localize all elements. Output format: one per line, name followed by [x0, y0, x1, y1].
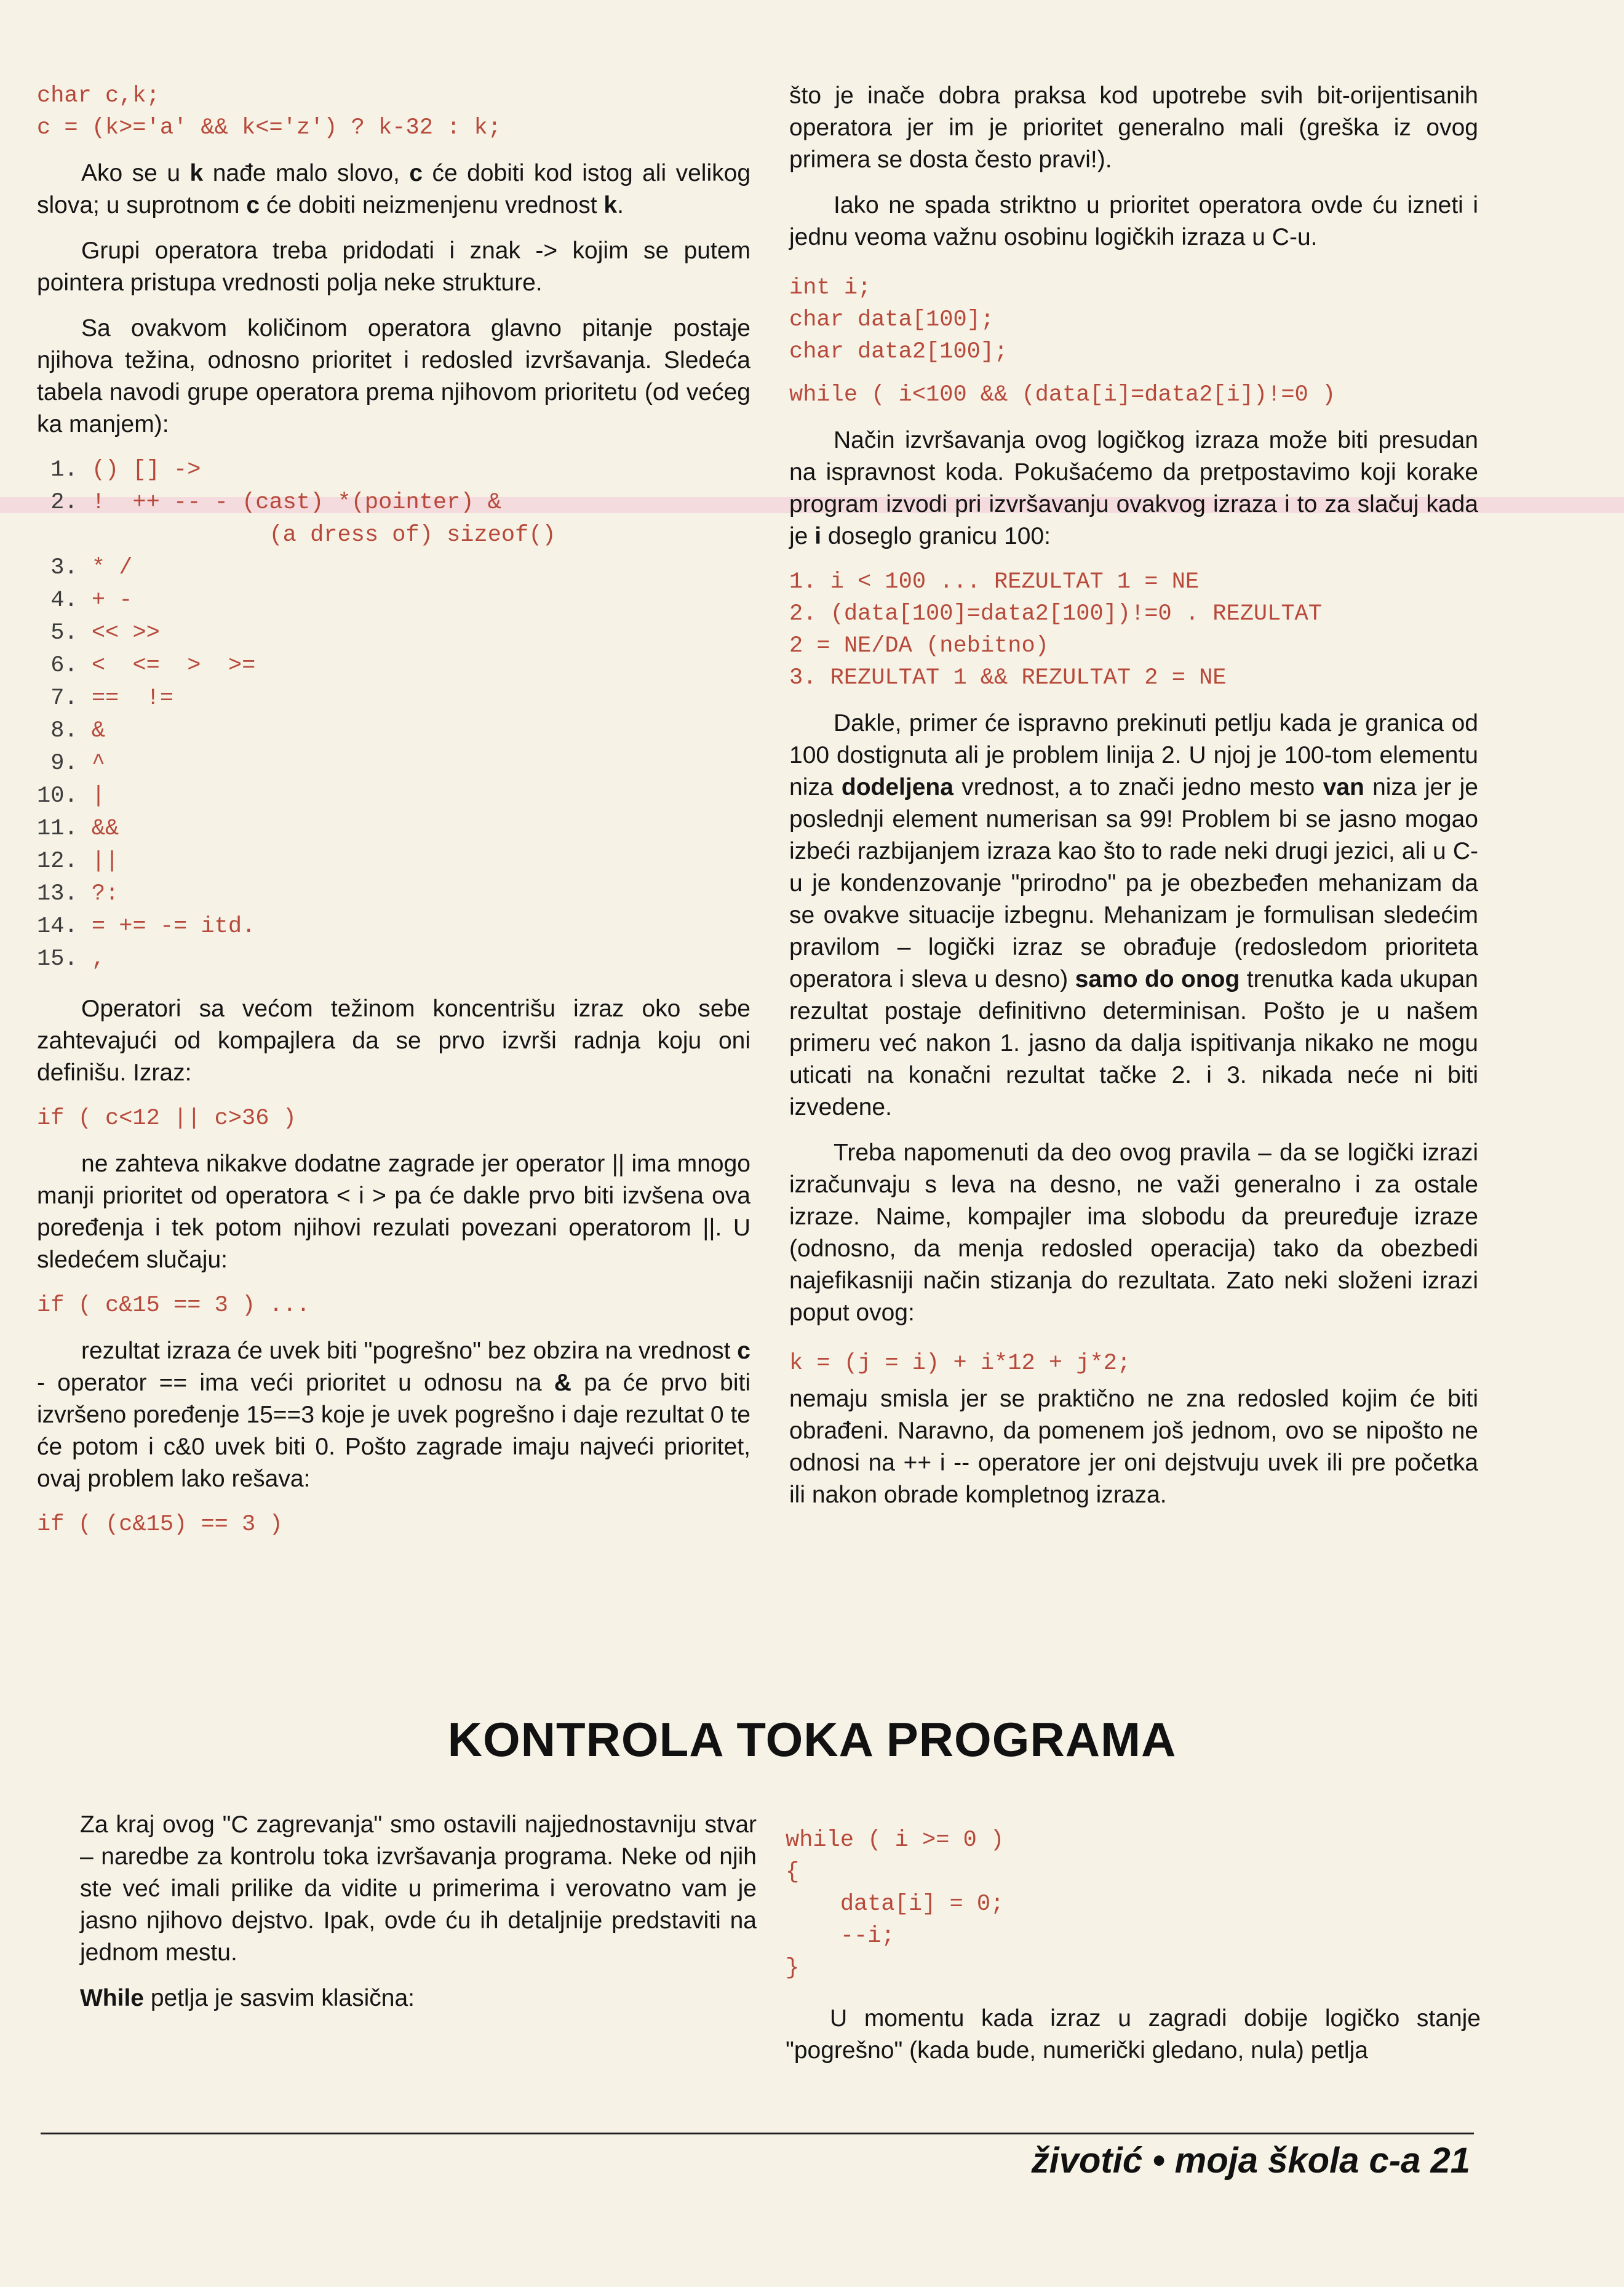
text-span: petlja je sasvim klasična: — [144, 1985, 415, 2011]
footer-rule — [41, 2133, 1474, 2134]
paragraph-while-explanation: U momentu kada izraz u zagradi dobije logičko stanje "pogrešno" (kada bude, numerički gledano, nula) petlja — [786, 2005, 1481, 2064]
row-number: 12. — [37, 848, 78, 874]
code-example-declarations: int i; char data[100]; char data2[100]; — [789, 275, 1008, 365]
row-number: 10. — [37, 783, 78, 809]
paragraph-k-explanation — [37, 158, 750, 222]
row-number: 7. — [37, 685, 78, 711]
operator-row — [37, 943, 750, 976]
text-span: Ako se u — [81, 160, 190, 186]
row-number: 6. — [37, 653, 78, 679]
row-operators: () [] -> — [78, 457, 201, 483]
paragraph-no-brackets: ne zahteva nikakve dodatne zagrade jer operator || ima mnogo manji prioritet od operatora < i > pa će dakle prvo biti izvšena ova poređenja i tek potom njihovi rezulati povezani operatorom ||. U sledećem slučaju: — [37, 1151, 750, 1273]
paragraph-arrow-operator: Grupi operatora treba pridodati i znak -> kojim se putem pointera pristupa vrednosti polja neke strukture. — [37, 237, 750, 296]
operator-priority-list — [37, 454, 750, 976]
paragraph-bit-operators-practice: što je inače dobra praksa kod upotrebe svih bit-orijentisanih operatora jer im je prioritet generalno mali (greška iz ovog primera se dosta često pravi!). — [789, 82, 1478, 173]
text-span: niza jer je poslednji element numerisan sa 99! Problem bi se jasno mogao izbeći razbijanjem izraza kao što to rade neki drugi jezici, ali u C-u je kondenzovanje "prirodno" pa je obezbeđen mehanizam da se ovakve situacije izbegnu. Mehanizam je formulisan sledećim pravilom – logički izraz se obrađuje (redosledom prioriteta operatora i sleva u desno) — [789, 774, 1478, 992]
left-column — [37, 80, 750, 1554]
text-span: . — [617, 192, 624, 218]
code-example-result-steps: 1. i < 100 ... REZULTAT 1 = NE 2. (data[100]=data2[100])!=0 . REZULTAT 2 = NE/DA (nebitno) 3. REZULTAT 1 && REZULTAT 2 = NE — [789, 569, 1322, 691]
operator-row — [37, 585, 750, 617]
bold-span: k — [189, 160, 204, 186]
operator-row — [37, 617, 750, 650]
row-operators: & — [78, 718, 106, 744]
bold-span: & — [554, 1370, 571, 1396]
section-left-column — [80, 1809, 757, 2028]
operator-row — [37, 454, 750, 487]
row-operators: || — [78, 848, 119, 874]
section-right-column — [786, 1824, 1481, 2080]
text-span: - operator == ima veći prioritet u odnosu na — [37, 1370, 554, 1396]
row-number: 9. — [37, 751, 78, 776]
row-number: 4. — [37, 588, 78, 613]
row-operators: | — [78, 783, 106, 809]
code-example-if-parenthesized: if ( (c&15) == 3 ) — [37, 1512, 283, 1538]
row-operators: == != — [78, 685, 174, 711]
row-operators: && — [78, 816, 119, 842]
operator-row — [37, 650, 750, 682]
paragraph-while-intro — [80, 1982, 757, 2014]
code-example-char-ck: char c,k; c = (k>='a' && k<='z') ? k-32 : k; — [37, 83, 501, 141]
paragraph-undefined-order: nemaju smisla jer se praktično ne zna redosled kojim će biti obrađeni. Naravno, da pomenem još jednom, ovo se nipošto ne odnosi na ++ i -- operatore jer oni dejstvuju uvek ili pre početka ili nakon obrade kompletnog izraza. — [789, 1386, 1478, 1508]
operator-row — [37, 682, 750, 715]
operator-row — [37, 813, 750, 845]
row-number: 8. — [37, 718, 78, 744]
operator-row — [37, 715, 750, 748]
text-span: doseglo granicu 100: — [821, 523, 1051, 549]
row-operators: * / — [78, 555, 133, 581]
row-operators: ! ++ -- - (cast) *(pointer) & (a dress of) sizeof() — [91, 490, 556, 548]
row-operators: ^ — [78, 751, 106, 776]
bold-span: van — [1323, 774, 1364, 800]
bold-span: k — [603, 192, 618, 218]
paragraph-weight-concentration: Operatori sa većom težinom koncentrišu izraz oko sebe zahtevajući od kompajlera da se prvo izvrši radnja koju oni definišu. Izraz: — [37, 996, 750, 1086]
row-number: 13. — [37, 881, 78, 907]
text-span: pa će prvo biti izvršeno poređenje 15==3 koje je uvek pogrešno i daje rezultat 0 te će potom i c&0 uvek biti 0. Pošto zagrade imaju najveći prioritet, ovaj problem lako rešava: — [37, 1370, 751, 1492]
operator-row — [37, 878, 750, 911]
bold-span: c — [737, 1338, 750, 1364]
row-operators: , — [78, 946, 106, 972]
row-operators: << >> — [78, 620, 160, 646]
page-footer: životić • moja škola c-a 21 — [1031, 2141, 1470, 2181]
right-column — [789, 80, 1478, 1525]
text-span: će dobiti neizmenjenu vrednost — [260, 192, 604, 218]
row-number: 15. — [37, 946, 78, 972]
operator-row — [37, 487, 750, 552]
bold-span: dodeljena — [841, 774, 953, 800]
operator-row — [37, 911, 750, 943]
text-span: vrednost, a to znači jedno mesto — [953, 774, 1323, 800]
bold-span: While — [80, 1985, 144, 2011]
code-example-if-or: if ( c<12 || c>36 ) — [37, 1106, 297, 1132]
bold-span: samo do onog — [1075, 966, 1240, 992]
row-operators: < <= > >= — [78, 653, 256, 679]
paragraph-evaluation-order-note: Treba napomenuti da deo ovog pravila – da se logički izrazi izračunvaju s leva na desno, ne važi generalno i za ostale izraze. Naime, kompajler ima slobodu da preuređuje izraze (odnosno, da menja redosled operacija) tako da obezbedi najefikasniji način stizanja do rezultata. Zato neki složeni izrazi poput ovog: — [789, 1140, 1478, 1326]
section-title: KONTROLA TOKA PROGRAMA — [447, 1712, 1177, 1766]
text-span: će dobiti kod istog ali velikog slova; u suprotnom — [37, 160, 751, 218]
paragraph-short-circuit — [789, 708, 1478, 1124]
paragraph-priority-intro: Sa ovakvom količinom operatora glavno pitanje postaje njihova težina, odnosno prioritet i redosled izvršavanja. Sledeća tabela navodi grupe operatora prema njihovom prioritetu (od većeg ka manjem): — [37, 315, 750, 437]
row-operators: = += -= itd. — [78, 914, 256, 940]
code-example-if-and: if ( c&15 == 3 ) ... — [37, 1293, 311, 1319]
row-number: 14. — [37, 914, 78, 940]
code-example-assignment: k = (j = i) + i*12 + j*2; — [789, 1351, 1131, 1376]
bold-span: c — [409, 160, 423, 186]
row-number: 5. — [37, 620, 78, 646]
operator-row — [37, 748, 750, 780]
row-number: 3. — [37, 555, 78, 581]
row-number: 2. — [37, 490, 78, 516]
row-number: 1. — [37, 457, 78, 483]
paragraph-control-flow-intro: Za kraj ovog "C zagrevanja" smo ostavili najjednostavniju stvar – naredbe za kontrolu toka izvršavanja programa. Neke od njih ste već imali prilike da vidite u primerima i verovatno vam je jasno njihovo dejstvo. Ipak, ovde ću ih detaljnije predstaviti na jednom mestu. — [80, 1811, 757, 1966]
bold-span: c — [246, 192, 260, 218]
row-number: 11. — [37, 816, 78, 842]
text-span: rezultat izraza će uvek biti "pogrešno" bez obzira na vrednost — [81, 1338, 738, 1364]
paragraph-logical-property: Iako ne spada striktno u prioritet operatora ovde ću izneti i jednu veoma važnu osobinu logičkih izraza u C-u. — [789, 192, 1478, 250]
paragraph-execution-order — [789, 425, 1478, 553]
text-span: Način izvršavanja ovog logičkog izraza može biti presudan na ispravnost koda. Pokušaćemo da pretpostavimo koji korake program izvodi pri izvršavanju ovakvog izraza i to za slačuj kada je — [789, 427, 1478, 549]
bold-span: i — [814, 523, 822, 549]
code-example-while-loop: while ( i >= 0 ) { data[i] = 0; --i; } — [786, 1827, 1005, 1981]
row-operators: ?: — [78, 881, 119, 907]
operator-row — [37, 845, 750, 878]
row-operators: + - — [78, 588, 133, 613]
operator-row — [37, 552, 750, 585]
text-span: Dakle, primer će ispravno prekinuti petlju kada je granica od 100 dostignuta ali je problem linija 2. U njoj je 100-tom elementu niza — [789, 710, 1478, 800]
code-example-while-condition: while ( i<100 && (data[i]=data2[i])!=0 ) — [789, 382, 1336, 408]
paragraph-always-false — [37, 1335, 750, 1495]
text-span: nađe malo slovo, — [203, 160, 410, 186]
text-span: trenutka kada ukupan rezultat postaje definitivno determinisan. Pošto je u našem primeru već nakon 1. jasno da dalja ispitivanja nikako ne mogu uticati na konačni rezultat tačke 2. i 3. nikada neće ni biti izvedene. — [789, 966, 1478, 1120]
operator-row — [37, 780, 750, 813]
